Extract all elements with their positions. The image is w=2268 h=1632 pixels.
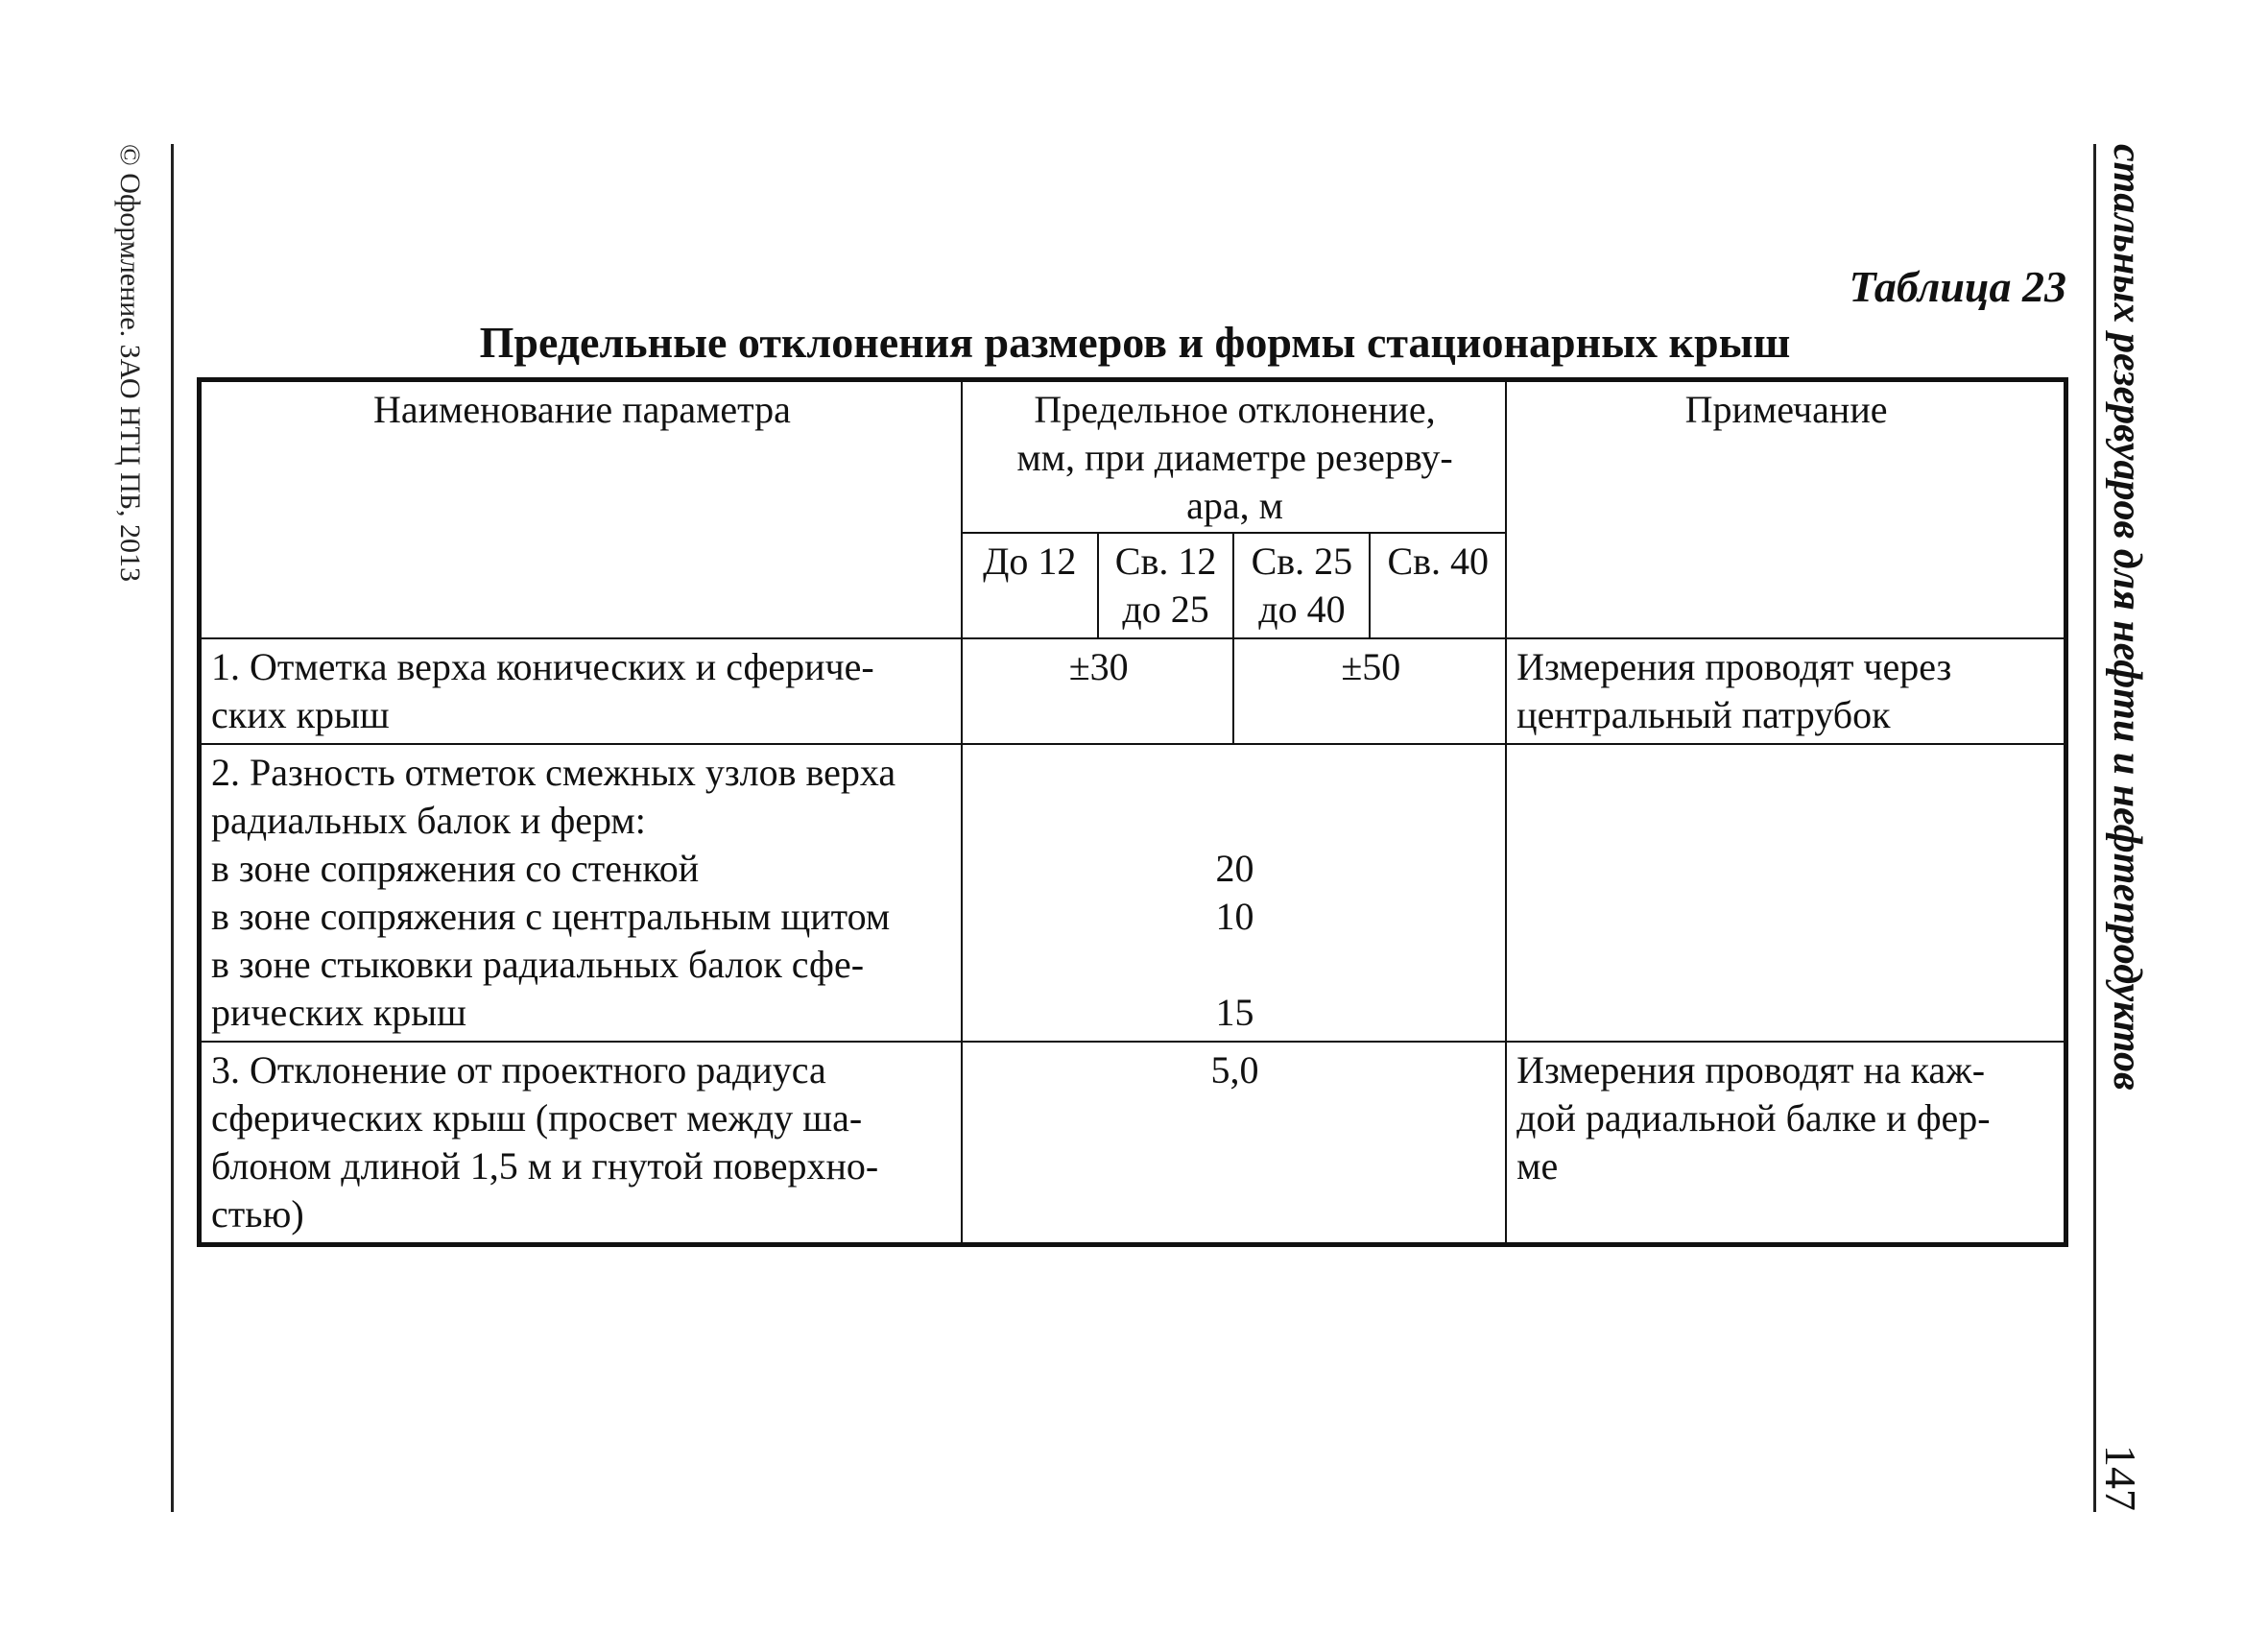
table-row	[200, 744, 2066, 1042]
row1-note: Измерения проводят через центральный патрубок	[1506, 638, 2065, 744]
table-title: Предельные отклонения размеров и формы стационарных крыш	[479, 318, 1791, 367]
right-margin-rule	[2093, 144, 2096, 1512]
header-param: Наименование параметра	[200, 380, 962, 639]
row2-values: 20 10 15	[962, 744, 1506, 1042]
header-note: Примечание	[1506, 380, 2065, 639]
row1-value-over-25: ±50	[1233, 638, 1506, 744]
subheader-up-to-12: До 12	[962, 533, 1098, 638]
table-row	[200, 638, 2066, 744]
row1-value-up-to-25: ±30	[962, 638, 1234, 744]
subheader-25-to-40: Св. 25 до 40	[1233, 533, 1370, 638]
page-number: 147	[2096, 1445, 2145, 1511]
subheader-over-40: Св. 40	[1370, 533, 1506, 638]
running-title: стальных резервуаров для нефти и нефтепродуктов	[2105, 144, 2149, 1091]
row3-param: 3. Отклонение от проектного радиуса сферических крыш (просвет между ша- блоном длиной 1,5 м и гнутой поверхно- стью)	[200, 1042, 962, 1245]
row2-param: 2. Разность отметок смежных узлов верха радиальных балок и ферм: в зоне сопряжения со стенкой в зоне сопряжения с центральным щитом в зоне стыковки радиальных балок сфе- рических крыш	[200, 744, 962, 1042]
subheader-12-to-25: Св. 12 до 25	[1098, 533, 1234, 638]
row2-note	[1506, 744, 2065, 1042]
row3-note: Измерения проводят на каж- дой радиальной балке и фер- ме	[1506, 1042, 2065, 1245]
copyright-text: © Оформление. ЗАО НТЦ ПБ, 2013	[114, 144, 146, 583]
deviation-table	[197, 377, 2068, 1247]
table-header-row	[200, 380, 2066, 534]
header-deviation: Предельное отклонение, мм, при диаметре резерву- ара, м	[962, 380, 1506, 534]
table-row	[200, 1042, 2066, 1245]
row1-param: 1. Отметка верха конических и сфериче- ских крыш	[200, 638, 962, 744]
table-number: Таблица 23	[1849, 262, 2066, 311]
left-margin-rule	[171, 144, 174, 1512]
row3-value: 5,0	[962, 1042, 1506, 1245]
